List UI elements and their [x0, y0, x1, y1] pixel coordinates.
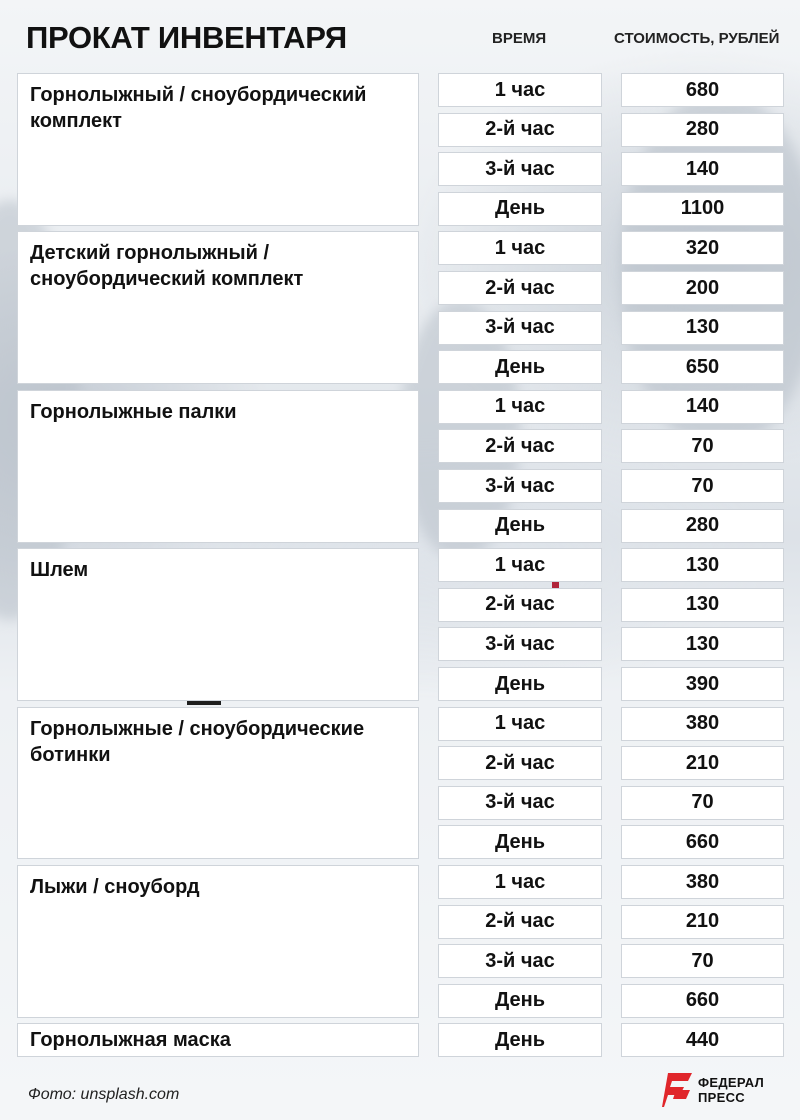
time-cell: День	[438, 984, 602, 1018]
federal-press-logo-icon	[662, 1073, 692, 1107]
time-cell: 3-й час	[438, 469, 602, 503]
price-cell: 380	[621, 865, 784, 899]
time-cell: День	[438, 192, 602, 226]
time-cell: 3-й час	[438, 311, 602, 345]
time-cell: 1 час	[438, 865, 602, 899]
time-cell: 2-й час	[438, 746, 602, 780]
time-cell: 2-й час	[438, 271, 602, 305]
item-name-cell: Шлем	[17, 548, 419, 701]
time-cell: 2-й час	[438, 905, 602, 939]
price-cell: 130	[621, 588, 784, 622]
price-cell: 140	[621, 152, 784, 186]
time-cell: 3-й час	[438, 627, 602, 661]
price-cell: 390	[621, 667, 784, 701]
time-cell: 3-й час	[438, 786, 602, 820]
price-cell: 280	[621, 113, 784, 147]
price-cell: 210	[621, 905, 784, 939]
price-cell: 380	[621, 707, 784, 741]
time-cell: День	[438, 667, 602, 701]
time-cell: День	[438, 1023, 602, 1057]
item-name-cell: Детский горнолыжный / сноубордический комплект	[17, 231, 419, 384]
price-cell: 140	[621, 390, 784, 424]
page-title: ПРОКАТ ИНВЕНТАРЯ	[26, 20, 347, 55]
price-cell: 660	[621, 984, 784, 1018]
price-cell: 70	[621, 429, 784, 463]
price-cell: 130	[621, 627, 784, 661]
price-cell: 210	[621, 746, 784, 780]
item-name-cell: Лыжи / сноуборд	[17, 865, 419, 1018]
photo-credit: Фото: unsplash.com	[28, 1086, 180, 1103]
time-cell: 1 час	[438, 73, 602, 107]
price-cell: 70	[621, 786, 784, 820]
price-cell: 130	[621, 311, 784, 345]
price-cell: 1100	[621, 192, 784, 226]
time-cell: 1 час	[438, 548, 602, 582]
price-cell: 130	[621, 548, 784, 582]
price-cell: 200	[621, 271, 784, 305]
time-cell: 2-й час	[438, 588, 602, 622]
item-name-cell: Горнолыжная маска	[17, 1023, 419, 1057]
time-cell: 3-й час	[438, 152, 602, 186]
price-column-header: СТОИМОСТЬ, РУБЛЕЙ	[614, 30, 780, 47]
time-cell: 1 час	[438, 707, 602, 741]
time-cell: День	[438, 825, 602, 859]
federal-press-logo-text	[698, 1075, 764, 1105]
price-cell: 440	[621, 1023, 784, 1057]
item-name-cell: Горнолыжные палки	[17, 390, 419, 543]
time-cell: 1 час	[438, 390, 602, 424]
time-cell: День	[438, 350, 602, 384]
price-cell: 70	[621, 469, 784, 503]
time-cell: 2-й час	[438, 429, 602, 463]
time-cell: День	[438, 509, 602, 543]
price-cell: 680	[621, 73, 784, 107]
item-name-cell: Горнолыжный / сноубордический комплект	[17, 73, 419, 226]
price-cell: 280	[621, 509, 784, 543]
logo-line-1: ФЕДЕРАЛ	[698, 1075, 764, 1090]
time-cell: 2-й час	[438, 113, 602, 147]
item-name-cell: Горнолыжные / сноубордические ботинки	[17, 707, 419, 860]
time-cell: 1 час	[438, 231, 602, 265]
logo-line-2: ПРЕСС	[698, 1090, 745, 1105]
price-cell: 650	[621, 350, 784, 384]
price-cell: 320	[621, 231, 784, 265]
price-cell: 70	[621, 944, 784, 978]
time-cell: 3-й час	[438, 944, 602, 978]
price-cell: 660	[621, 825, 784, 859]
time-column-header: ВРЕМЯ	[492, 30, 547, 47]
